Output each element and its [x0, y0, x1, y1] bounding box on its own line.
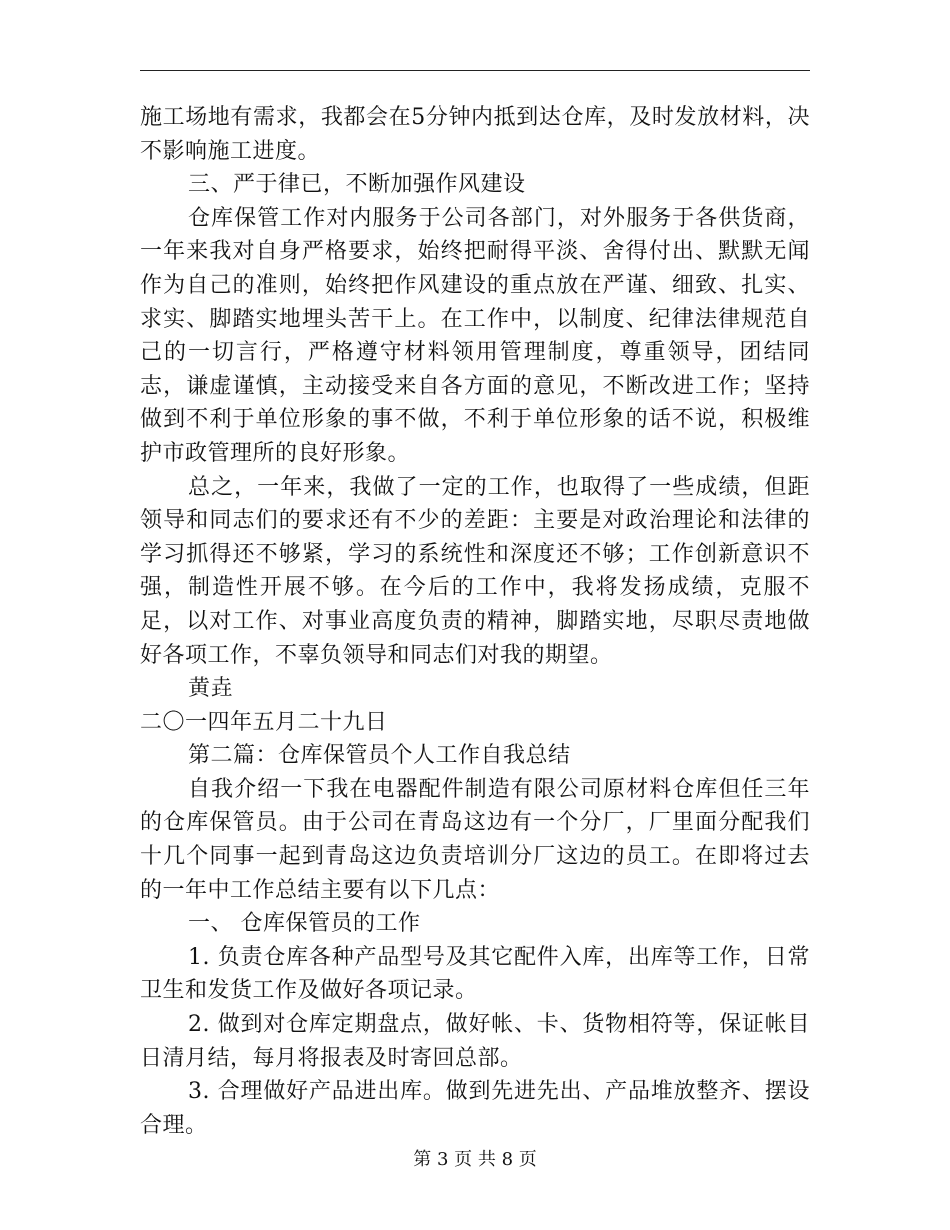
list-item-3: 3. 合理做好产品进出库。做到先进先出、产品堆放整齐、摆设合理。 — [140, 1079, 810, 1138]
chapter-title: 第二篇：仓库保管员个人工作自我总结 — [188, 743, 571, 769]
signature-date: 二〇一四年五月二十九日 — [140, 709, 388, 735]
signature-name: 黄垚 — [188, 676, 234, 702]
document-body — [140, 101, 810, 1142]
list-item-2: 2. 做到对仓库定期盘点，做好帐、卡、货物相符等，保证帐目日清月结，每月将报表及时寄回总部。 — [140, 1012, 810, 1071]
paragraph-7: 自我介绍一下我在电器配件制造有限公司原材料仓库但任三年的仓库保管员。由于公司在青岛这边有一个分厂，厂里面分配我们十几个同事一起到青岛这边负责培训分厂这边的员工。在即将过去的一年中工作总结主要有以下几点： — [140, 776, 810, 903]
paragraph-0: 施工场地有需求，我都会在5分钟内抵到达仓库，及时发放材料，决不影响施工进度。 — [140, 105, 810, 164]
paragraph-2: 仓库保管工作对内服务于公司各部门，对外服务于各供货商，一年来我对自身严格要求，始终把耐得平淡、舍得付出、默默无闻作为自己的准则，始终把作风建设的重点放在严谨、细致、扎实、求实、脚踏实地埋头苦干上。在工作中，以制度、纪律法律规范自己的一切言行，严格遵守材料领用管理制度，尊重领导，团结同志，谦虚谨慎，主动接受来自各方面的意见，不断改进工作；坚持做到不利于单位形象的事不做，不利于单位形象的话不说，积极维护市政管理所的良好形象。 — [140, 205, 810, 466]
header-rule — [140, 70, 810, 71]
section-heading-3: 三、严于律已，不断加强作风建设 — [188, 172, 526, 198]
page-number-footer: 第 3 页 共 8 页 — [413, 1149, 537, 1170]
paragraph-3: 总之，一年来，我做了一定的工作，也取得了一些成绩，但距领导和同志们的要求还有不少的差距：主要是对政治理论和法律的学习抓得还不够紧，学习的系统性和深度还不够；工作创新意识不强，制造性开展不够。在今后的工作中，我将发扬成绩，克服不足，以对工作、对事业高度负责的精神，脚踏实地，尽职尽责地做好各项工作，不辜负领导和同志们对我的期望。 — [140, 474, 810, 668]
list-item-1: 1. 负责仓库各种产品型号及其它配件入库，出库等工作，日常卫生和发货工作及做好各项记录。 — [140, 944, 810, 1004]
section-heading-1: 一、 仓库保管员的工作 — [188, 911, 421, 937]
